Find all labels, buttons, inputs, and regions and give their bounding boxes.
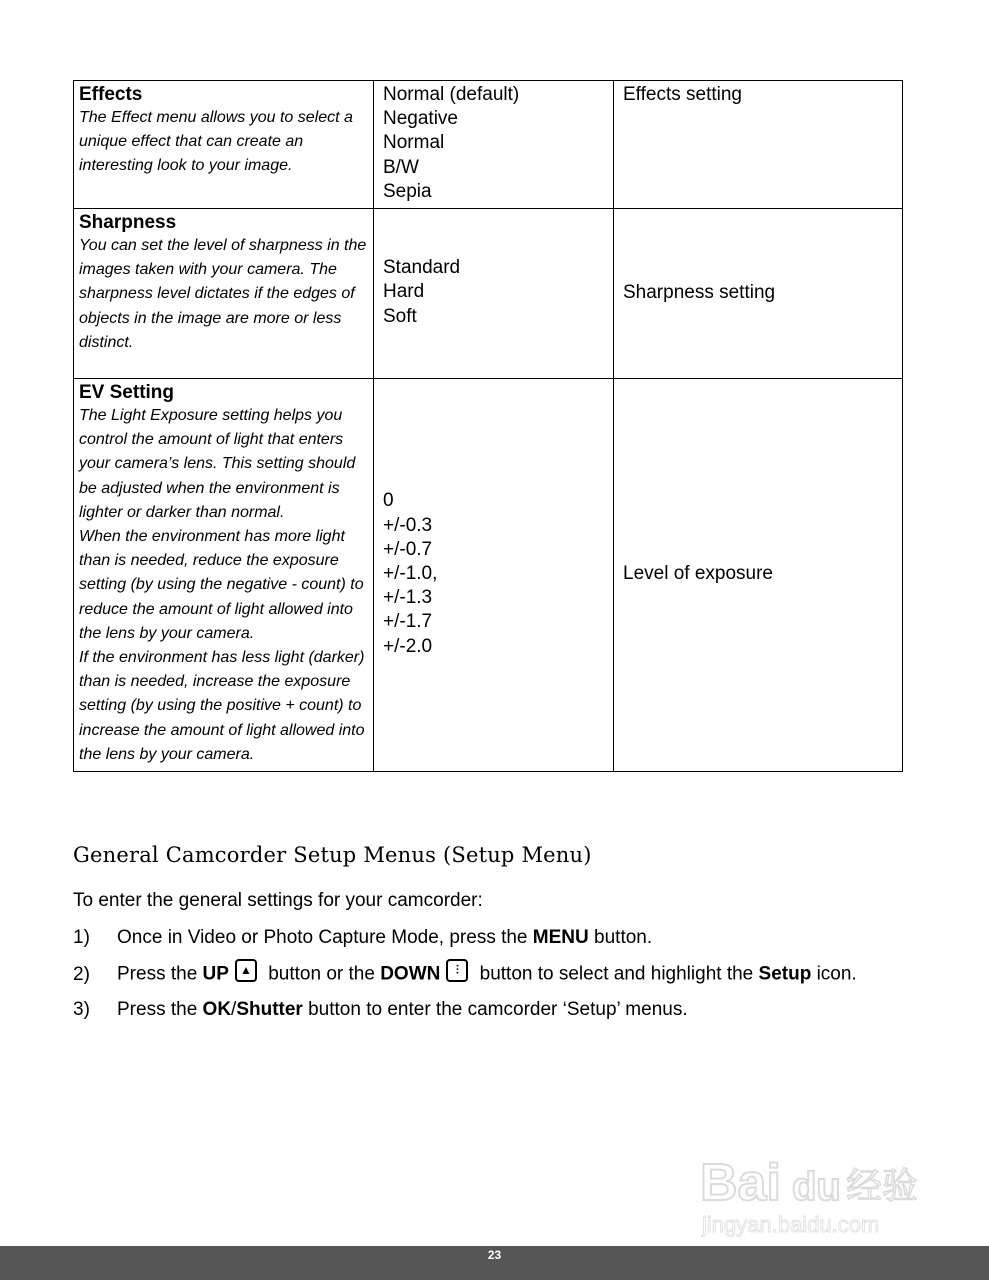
step-text: button to enter the camcorder ‘Setup’ menus.	[302, 999, 688, 1020]
options-cell	[374, 209, 614, 379]
setting-title: EV Setting	[79, 382, 175, 404]
svg-text:经验: 经验	[846, 1166, 919, 1207]
option-item: Hard	[383, 281, 425, 303]
setting-description: The Effect menu allows you to select a unique effect that can create an interesting look to your image.	[79, 109, 353, 175]
step-text: button.	[588, 927, 653, 948]
option-item: 0	[383, 490, 394, 512]
setting-name-cell	[74, 81, 374, 209]
page-footer	[0, 1246, 989, 1280]
step-text: button to select and highlight the	[474, 963, 759, 985]
step-number: 1)	[73, 927, 90, 948]
up-keyword: UP	[202, 963, 229, 985]
option-item: B/W	[383, 156, 419, 178]
option-item: +/-1.3	[383, 587, 433, 609]
ok-keyword: OK	[202, 999, 232, 1020]
step-text: Once in Video or Photo Capture Mode, press the	[117, 927, 533, 948]
setup-keyword: Setup	[758, 963, 812, 985]
result-cell: Effects setting	[614, 81, 903, 209]
options-cell	[374, 379, 614, 772]
step-text: /	[231, 999, 237, 1020]
setting-name-cell	[74, 209, 374, 379]
setting-name-cell	[74, 379, 374, 772]
setting-description: The Light Exposure setting helps you control the amount of light that enters your camera’s lens. This setting should be adjusted when the environment is lighter or darker than normal. When the environment has more light than is needed, reduce the exposure setting (by using the negative - count) to reduce the amount of light allowed into the lens by your camera. If the environment has less light (darker) than is needed, increase the exposure setting (by using the positive + count) to increase the amount of light allowed into the lens by your camera.	[79, 407, 365, 763]
setting-title: Effects	[79, 84, 143, 105]
option-item: +/-1.7	[383, 611, 433, 633]
step-1	[73, 927, 652, 949]
options-cell	[374, 81, 614, 209]
options-list	[379, 83, 609, 204]
step-3	[73, 999, 688, 1021]
svg-text:jingyan.baidu.com: jingyan.baidu.com	[702, 1212, 880, 1237]
table-row-sharpness	[74, 209, 903, 379]
options-list	[379, 489, 609, 658]
option-item: Sepia	[383, 180, 432, 202]
option-item: Normal (default)	[383, 84, 520, 105]
option-item: +/-0.3	[383, 514, 433, 536]
option-item: Soft	[383, 305, 417, 327]
svg-text:du: du	[792, 1165, 841, 1209]
down-keyword: DOWN	[380, 963, 441, 985]
step-number: 3)	[73, 999, 90, 1020]
step-text: button or the	[262, 963, 381, 985]
step-text: icon.	[811, 963, 857, 985]
result-cell: Sharpness setting	[614, 209, 903, 379]
step-text: Press the	[117, 999, 203, 1020]
step-number: 2)	[73, 963, 90, 985]
option-item: Standard	[383, 257, 461, 279]
option-item: Normal	[383, 132, 445, 154]
table-row-ev-setting	[74, 379, 903, 772]
up-button-icon: ▲	[235, 959, 257, 982]
option-item: +/-0.7	[383, 538, 433, 560]
baidu-watermark-logo	[700, 1130, 940, 1240]
svg-text:Bai: Bai	[700, 1154, 781, 1212]
menu-keyword: MENU	[532, 927, 589, 948]
shutter-keyword: Shutter	[236, 999, 303, 1020]
step-2	[73, 963, 857, 986]
intro-text: To enter the general settings for your camcorder:	[73, 890, 483, 911]
options-list	[379, 256, 609, 329]
table-row-effects	[74, 81, 903, 209]
down-button-icon: ⫶	[446, 959, 468, 982]
option-item: +/-1.0,	[383, 562, 438, 584]
setting-description: You can set the level of sharpness in the images taken with your camera. The sharpness level dictates if the edges of objects in the image are more or less distinct.	[79, 237, 367, 351]
step-text: Press the	[117, 963, 203, 985]
page-number: 23	[487, 1248, 502, 1262]
section-heading: General Camcorder Setup Menus (Setup Menu)	[73, 843, 592, 867]
settings-table	[73, 80, 903, 772]
setting-title: Sharpness	[79, 212, 177, 234]
option-item: +/-2.0	[383, 635, 433, 657]
result-cell: Level of exposure	[614, 379, 903, 772]
option-item: Negative	[383, 108, 458, 130]
